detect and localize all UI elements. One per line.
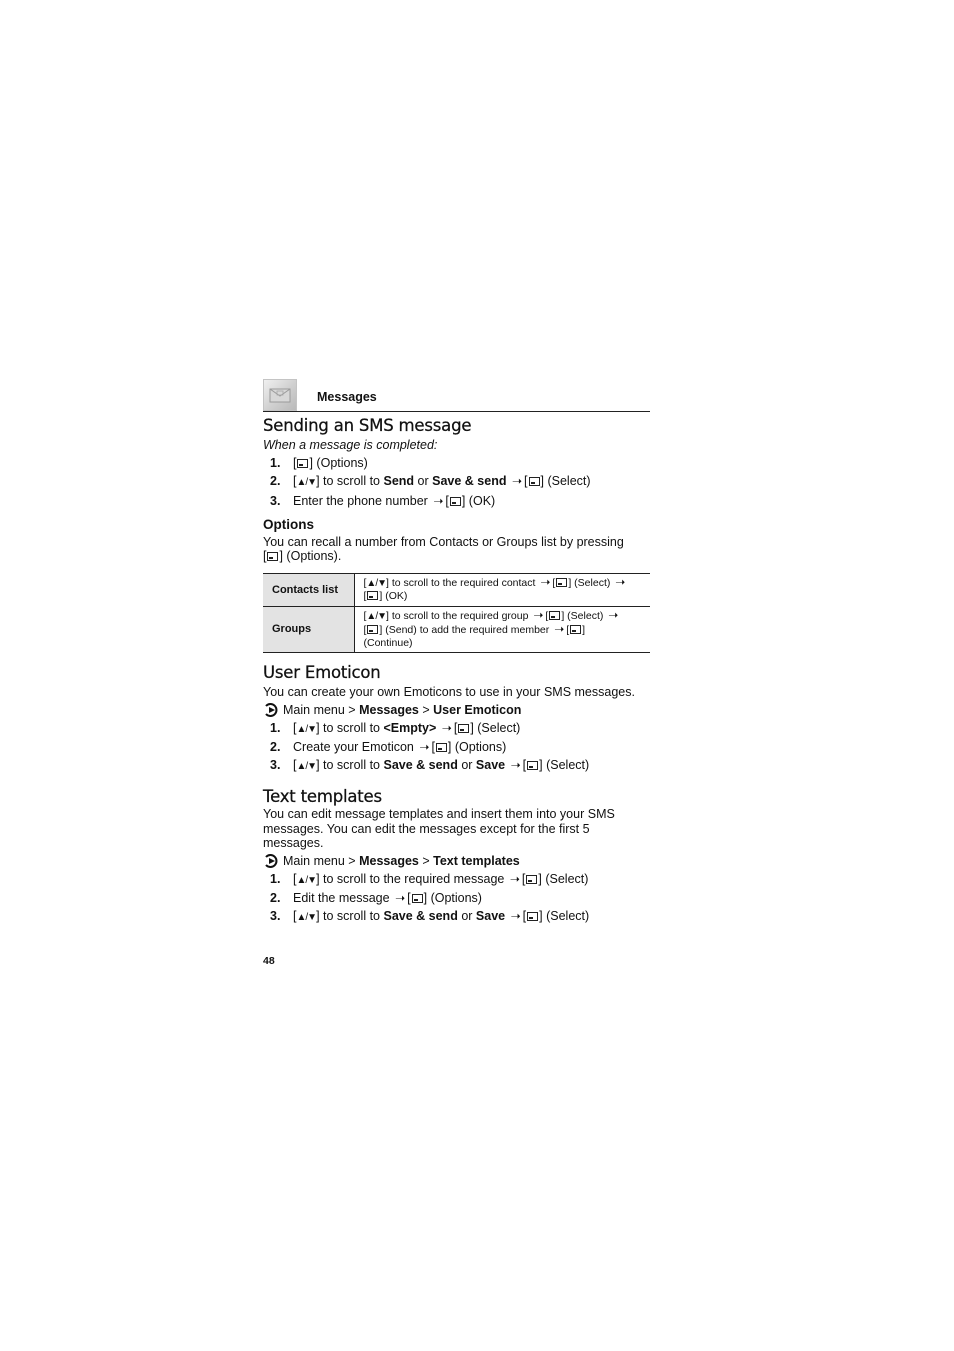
table-label: Groups	[263, 606, 354, 653]
soft-key-icon	[367, 591, 378, 600]
soft-key-icon	[526, 875, 537, 884]
arrow-icon: ➝	[511, 474, 523, 489]
nav-key-icon: ▲/▼	[296, 477, 317, 489]
arrow-icon: ➝	[510, 758, 521, 773]
arrow-icon: ➝	[615, 574, 626, 589]
sms-step-2: 2. [▲/▼] to scroll to Send or Save & send ➝ [ ] (Select)	[270, 474, 591, 489]
soft-key-icon	[527, 912, 538, 921]
table-row	[263, 573, 650, 606]
sms-step-1: 1. [ ] (Options)	[270, 456, 368, 471]
nav-key-icon: ▲/▼	[296, 723, 317, 735]
table-label: Contacts list	[263, 573, 354, 606]
arrow-icon: ➝	[509, 871, 520, 886]
soft-key-icon	[549, 611, 560, 620]
table-desc: [▲/▼] to scroll to the required contact ➝ [ ] (Select) ➝ [ ] (OK)	[354, 573, 650, 606]
sms-steps	[263, 456, 650, 508]
arrow-icon: ➝	[533, 607, 544, 622]
nav-key-icon: ▲/▼	[366, 577, 387, 589]
emoticon-section-title: User Emoticon	[263, 663, 381, 683]
emoticon-desc: You can create your own Emoticons to use in your SMS messages.	[263, 685, 635, 700]
sms-section-title: Sending an SMS message	[263, 416, 472, 435]
emoticon-steps	[263, 721, 650, 775]
nav-key-icon: ▲/▼	[296, 912, 317, 924]
table-row	[263, 606, 650, 653]
arrow-icon: ➝	[433, 493, 444, 508]
soft-key-icon	[412, 894, 423, 903]
soft-key-icon	[527, 761, 538, 770]
manual-page	[263, 379, 650, 967]
soft-key-icon	[570, 625, 581, 634]
page-number: 48	[263, 955, 275, 967]
templates-step-3: 3. [▲/▼] to scroll to Save & send or Save ➝ [ ] (Select)	[270, 909, 590, 924]
menu-path-arrow-icon	[263, 853, 279, 869]
templates-steps	[263, 872, 650, 926]
arrow-icon: ➝	[608, 607, 619, 622]
templates-section-title: Text templates	[263, 787, 382, 807]
emoticon-menu-path: Main menu > Messages > User Emoticon	[263, 703, 650, 717]
soft-key-icon	[556, 578, 567, 587]
sms-step-3: 3. Enter the phone number ➝ [ ] (OK)	[270, 493, 496, 508]
templates-menu-path: Main menu > Messages > Text templates	[263, 854, 650, 868]
soft-key-icon	[297, 459, 308, 468]
arrow-icon: ➝	[540, 574, 551, 589]
nav-key-icon: ▲/▼	[366, 610, 387, 622]
arrow-icon: ➝	[510, 909, 521, 924]
options-title: Options	[263, 516, 314, 532]
nav-key-icon: ▲/▼	[296, 874, 317, 886]
emoticon-step-1: 1. [▲/▼] to scroll to <Empty> ➝ [ ] (Select)	[270, 720, 521, 735]
soft-key-icon	[450, 497, 461, 506]
soft-key-icon	[267, 552, 278, 561]
templates-step-2: 2. Edit the message ➝ [ ] (Options)	[270, 891, 482, 906]
arrow-icon: ➝	[441, 720, 452, 735]
emoticon-step-2: 2. Create your Emoticon ➝ [ ] (Options)	[270, 740, 507, 755]
menu-path-arrow-icon	[263, 702, 279, 718]
nav-key-icon: ▲/▼	[296, 761, 317, 773]
templates-desc: You can edit message templates and insert them into your SMS messages. You can edit the messages except for the first 5 messages.	[263, 807, 615, 851]
header-title: Messages	[317, 390, 377, 404]
arrow-icon: ➝	[554, 622, 565, 637]
soft-key-icon	[436, 743, 447, 752]
options-table	[263, 573, 650, 654]
soft-key-icon	[367, 625, 378, 634]
templates-step-1: 1. [▲/▼] to scroll to the required message ➝ [ ] (Select)	[270, 871, 589, 886]
arrow-icon: ➝	[419, 740, 430, 755]
page-header	[263, 379, 650, 412]
soft-key-icon	[529, 477, 540, 486]
emoticon-step-3: 3. [▲/▼] to scroll to Save & send or Save ➝ [ ] (Select)	[270, 758, 590, 773]
table-desc: [▲/▼] to scroll to the required group ➝ [ ] (Select) ➝ [ ] (Send) to add the required member ➝ [ ] (Continue)	[354, 606, 650, 653]
envelope-icon	[263, 379, 297, 411]
options-desc: You can recall a number from Contacts or Groups list by pressing [ ] (Options).	[263, 534, 624, 564]
soft-key-icon	[458, 724, 469, 733]
arrow-icon: ➝	[395, 891, 406, 906]
sms-intro: When a message is completed:	[263, 438, 438, 452]
